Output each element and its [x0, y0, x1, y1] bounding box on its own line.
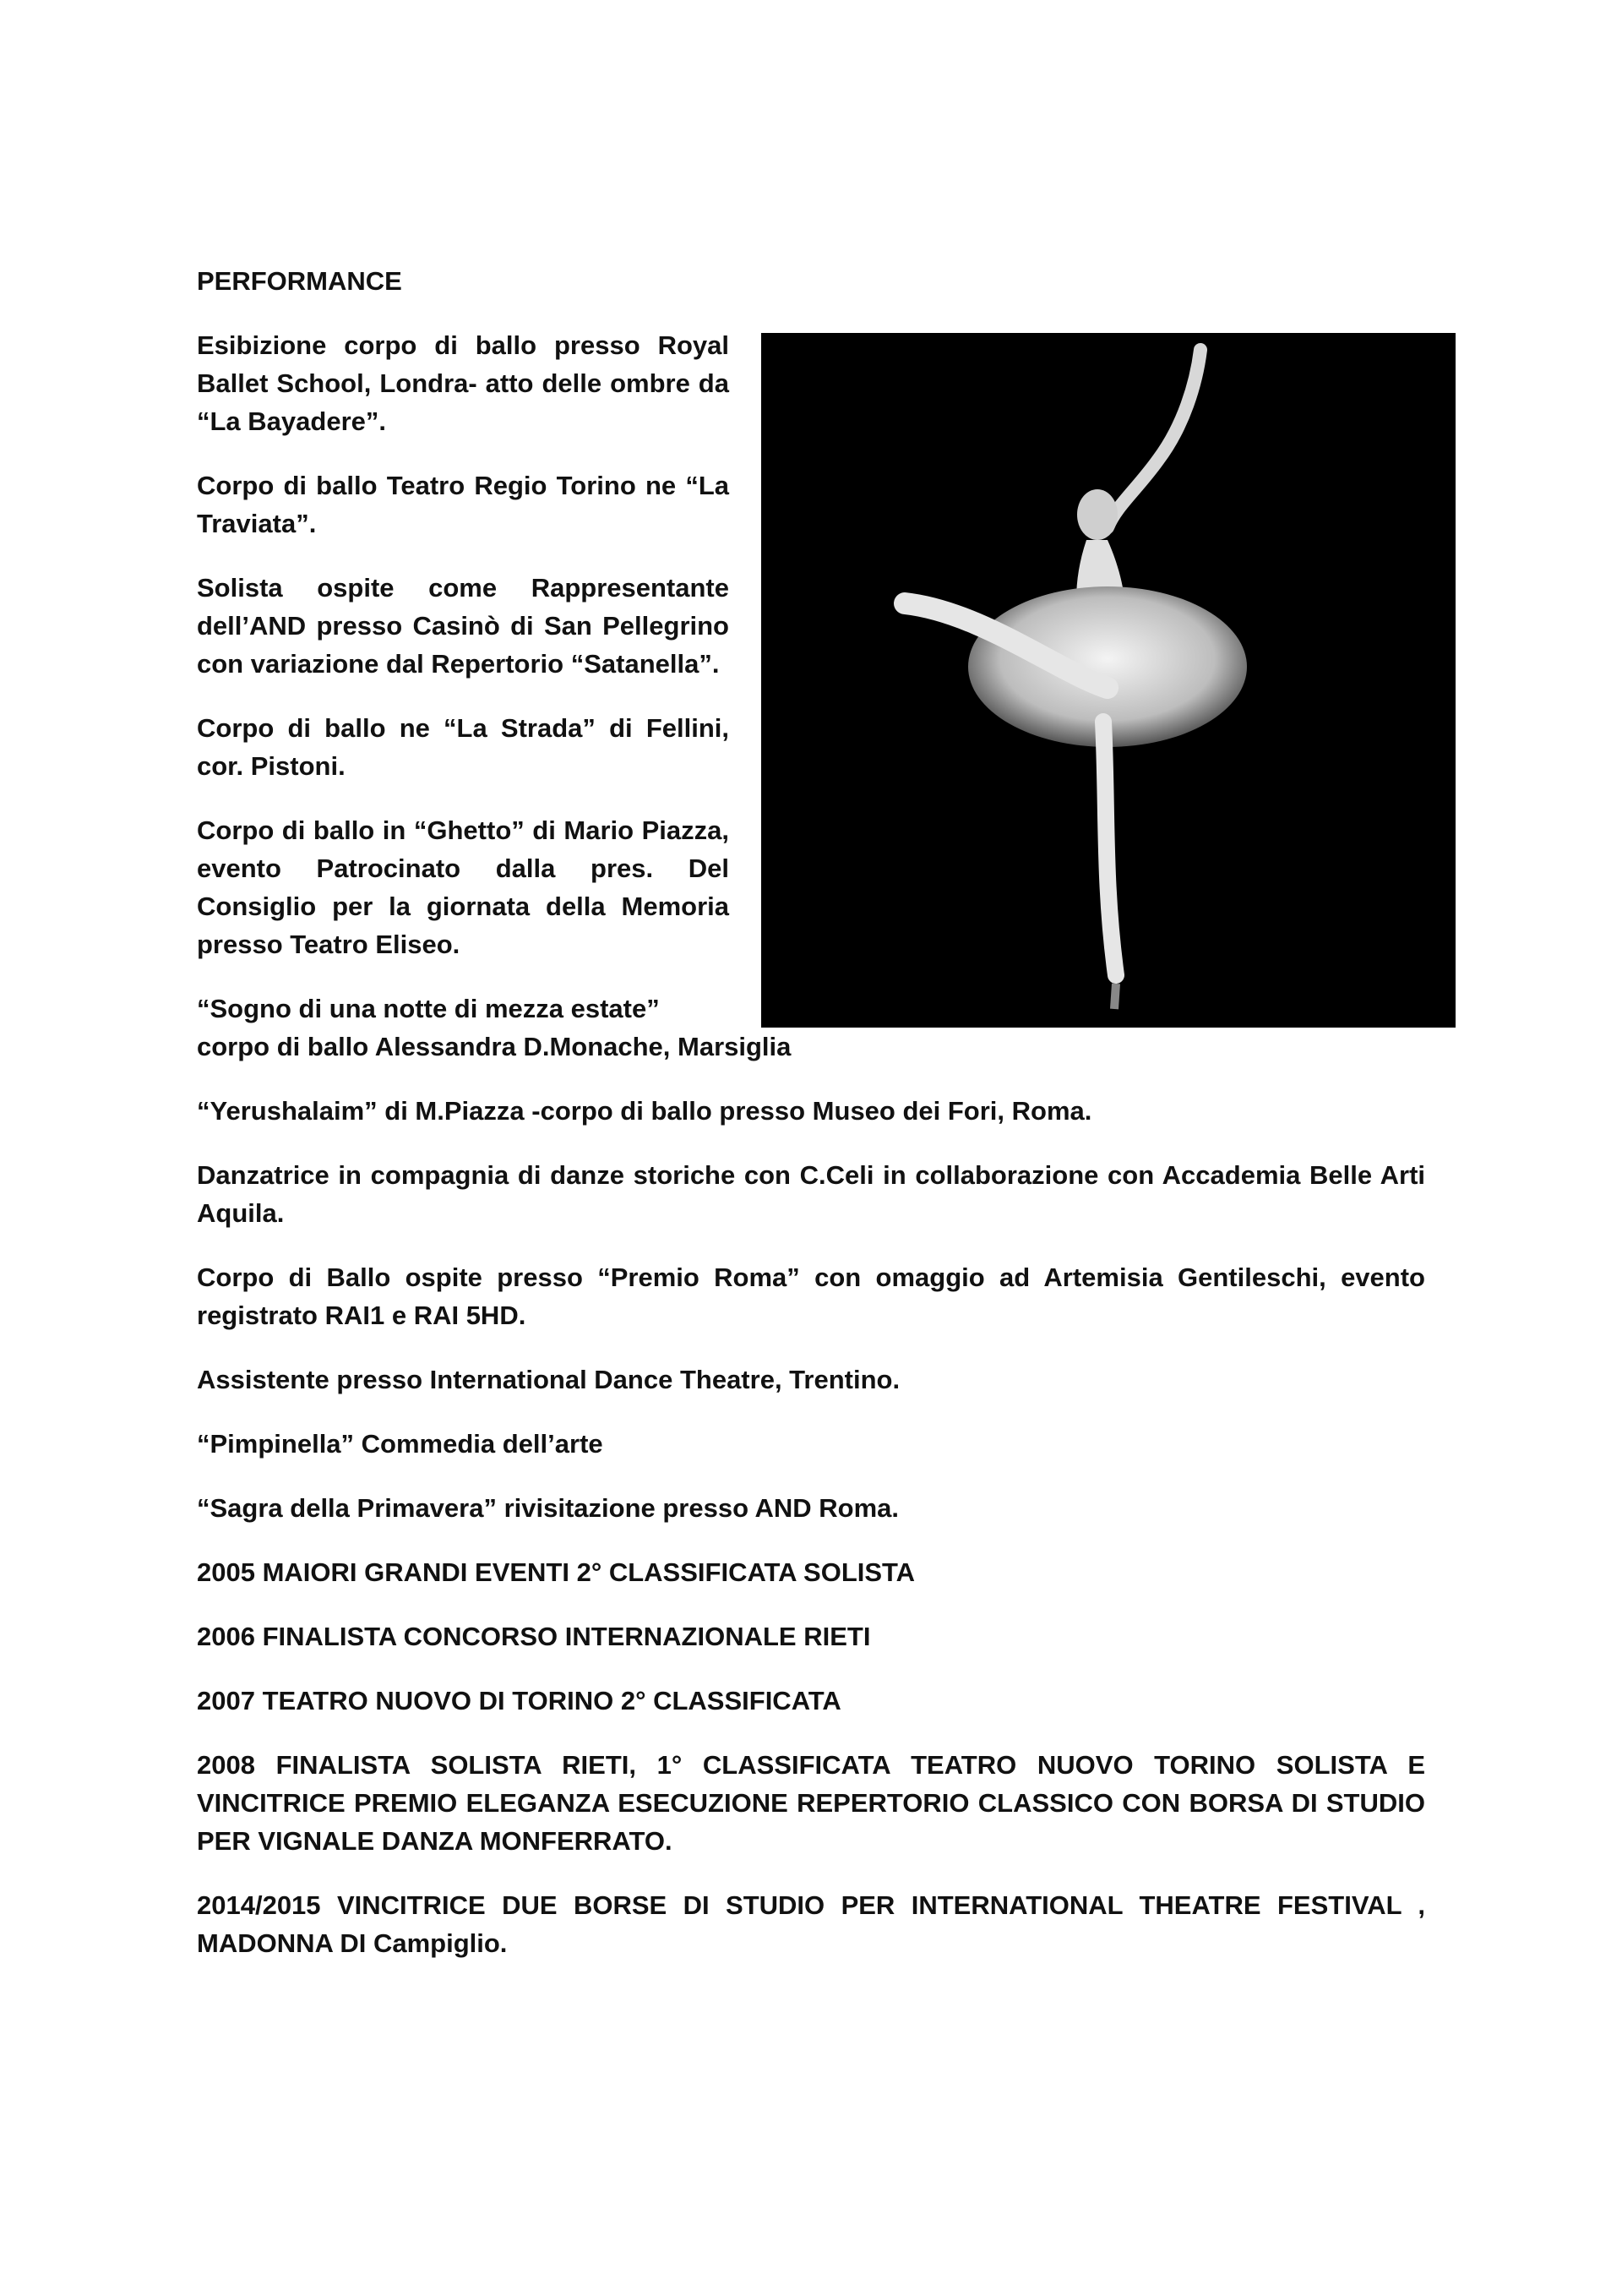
award-entry: 2008 FINALISTA SOLISTA RIETI, 1° CLASSIFICATA TEATRO NUOVO TORINO SOLISTA E VINCITRICE PREMIO ELEGANZA ESECUZIONE REPERTORIO CLASSICO CON BORSA DI STUDIO PER VIGNALE DANZA MONFERRATO. [197, 1750, 1425, 1856]
performance-entry: Danzatrice in compagnia di danze storiche con C.Celi in collaborazione con Accademia Belle Arti Aquila. [197, 1160, 1425, 1228]
award-entry: 2007 TEATRO NUOVO DI TORINO 2° CLASSIFICATA [197, 1686, 841, 1715]
sogno-line-1: “Sogno di una notte di mezza estate” [197, 994, 660, 1023]
performance-entry: Corpo di ballo Teatro Regio Torino ne “La Traviata”. [197, 471, 729, 538]
performance-entry: “Sagra della Primavera” rivisitazione presso AND Roma. [197, 1493, 900, 1523]
performance-entry: Corpo di ballo ne “La Strada” di Fellini, cor. Pistoni. [197, 713, 729, 781]
sogno-line-2: corpo di ballo Alessandra D.Monache, Marsiglia [197, 1032, 792, 1061]
performance-entry: Solista ospite come Rappresentante dell’AND presso Casinò di San Pellegrino con variazione dal Repertorio “Satanella”. [197, 573, 729, 679]
performance-entry: Corpo di Ballo ospite presso “Premio Roma” con omaggio ad Artemisia Gentileschi, evento registrato RAI1 e RAI 5HD. [197, 1263, 1425, 1330]
performance-entry: “Yerushalaim” di M.Piazza -corpo di ballo presso Museo dei Fori, Roma. [197, 1096, 1092, 1126]
award-entry: 2005 MAIORI GRANDI EVENTI 2° CLASSIFICATA SOLISTA [197, 1557, 916, 1587]
award-entry: 2014/2015 VINCITRICE DUE BORSE DI STUDIO PER INTERNATIONAL THEATRE FESTIVAL , MADONNA DI Campiglio. [197, 1890, 1425, 1958]
performance-entry: Corpo di ballo in “Ghetto” di Mario Piazza, evento Patrocinato dalla pres. Del Consiglio per la giornata della Memoria presso Teatro Eliseo. [197, 815, 729, 959]
performance-entry-sogno [197, 990, 1425, 1066]
section-heading: PERFORMANCE [197, 266, 402, 296]
performance-entry: Esibizione corpo di ballo presso Royal Ballet School, Londra- atto delle ombre da “La Bayadere”. [197, 330, 729, 436]
award-entry: 2006 FINALISTA CONCORSO INTERNAZIONALE RIETI [197, 1622, 871, 1651]
performance-section [197, 262, 1425, 1988]
performance-entry: Assistente presso International Dance Theatre, Trentino. [197, 1365, 901, 1394]
performance-entry: “Pimpinella” Commedia dell’arte [197, 1429, 603, 1459]
